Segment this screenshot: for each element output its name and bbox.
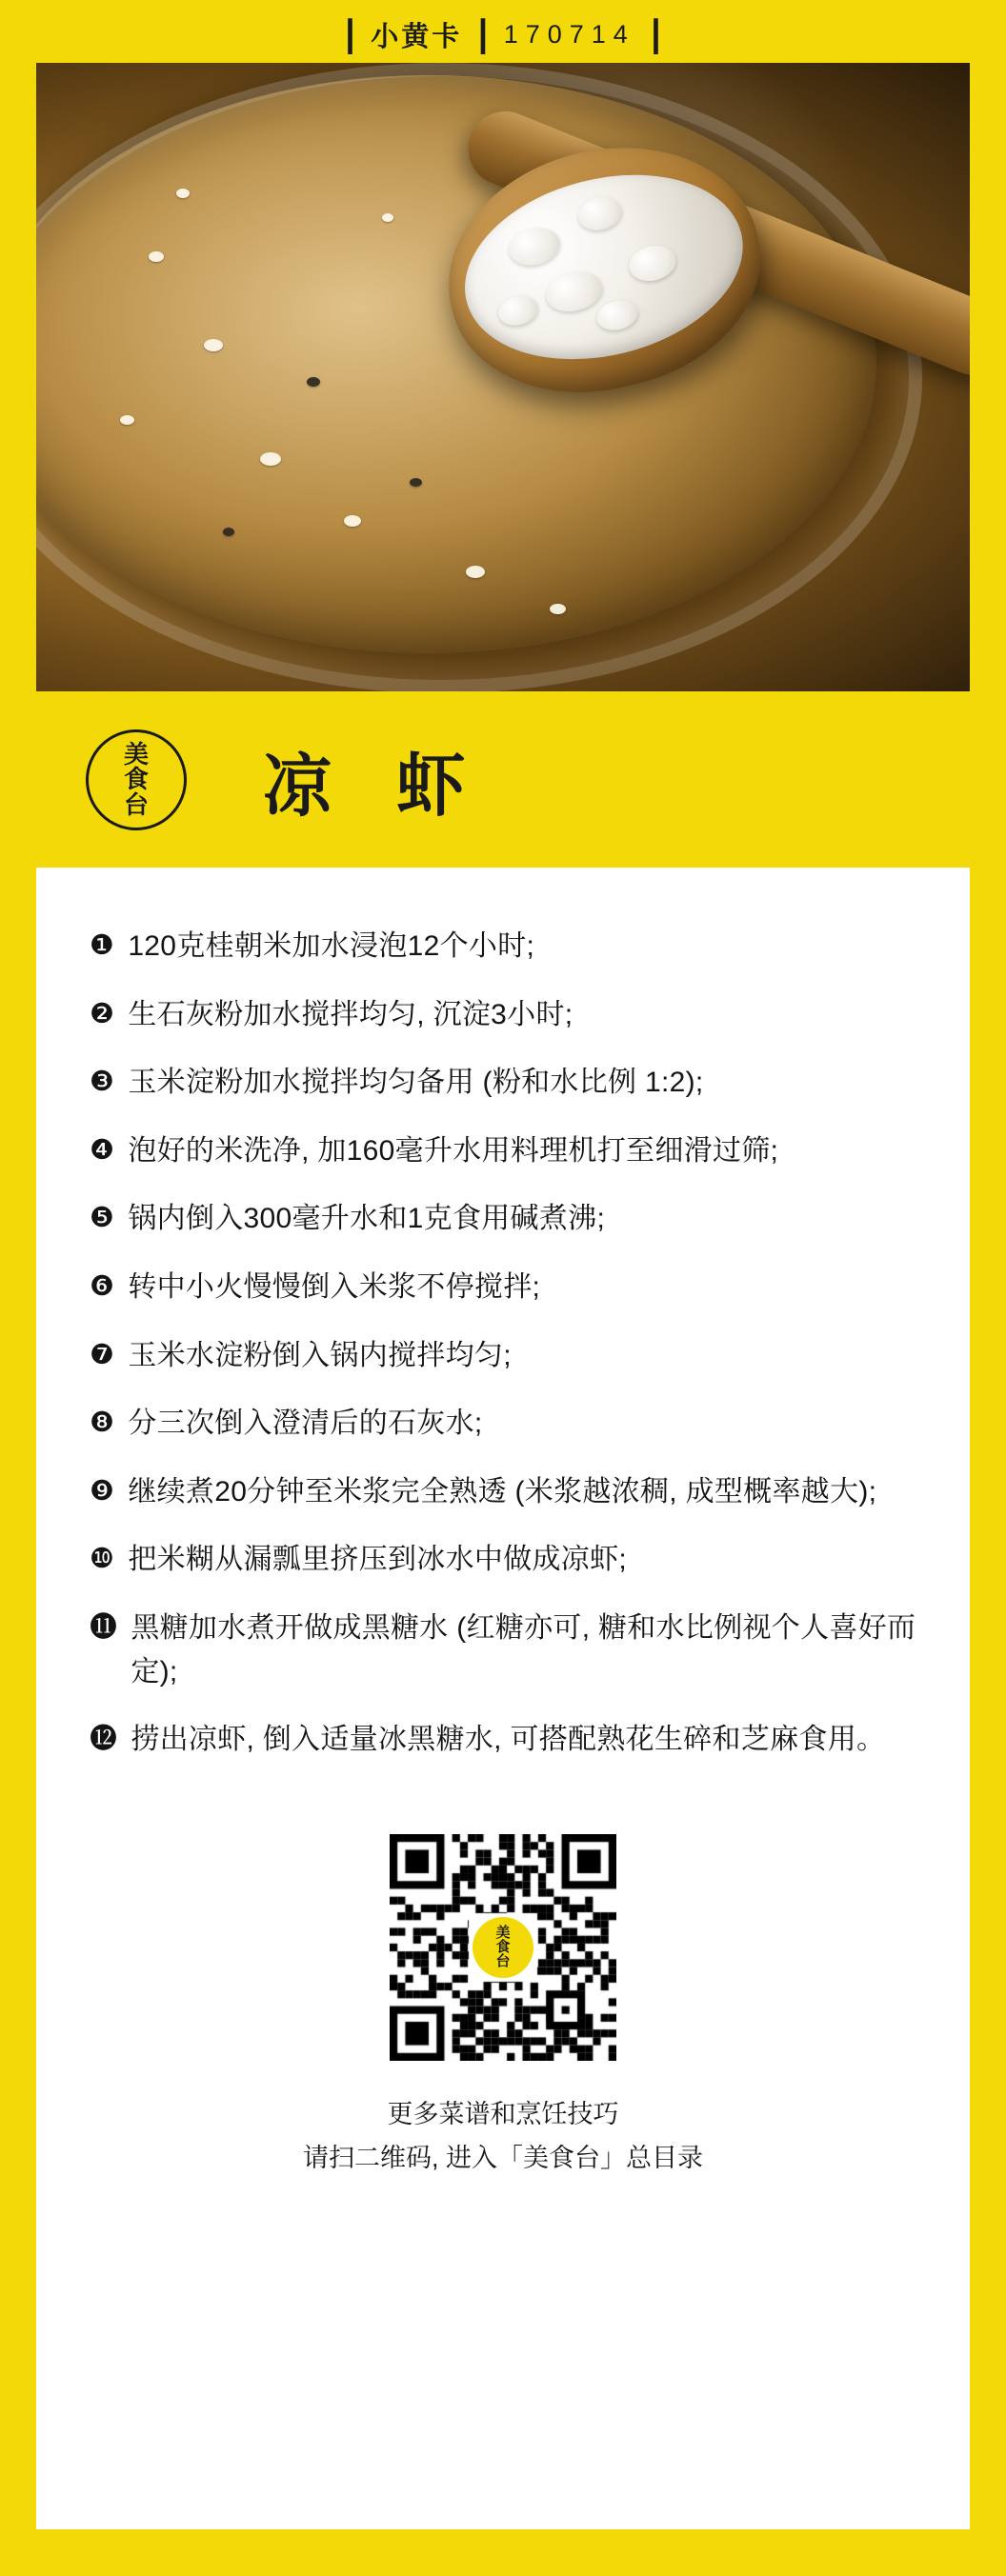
page-title: 凉 虾: [263, 748, 489, 825]
brand-logo: [86, 729, 187, 830]
left-bracket-icon: ❙: [338, 13, 362, 54]
rice-grain: [176, 189, 190, 198]
step-number: ❻: [90, 1270, 115, 1302]
step-text: 泡好的米洗净, 加160毫升水用料理机打至细滑过筛;: [128, 1134, 779, 1167]
step-item: [90, 1538, 916, 1582]
top-header-bar: [0, 0, 1006, 63]
step-number: ⓬: [90, 1724, 118, 1755]
middle-bracket-icon: ❙: [472, 13, 494, 54]
step-number: ❸: [90, 1067, 115, 1098]
qr-logo-char-1: 美: [495, 1924, 511, 1941]
step-item: [90, 993, 916, 1037]
step-number: ❼: [90, 1339, 115, 1370]
step-item: [90, 1266, 916, 1309]
brand-label: 小黄卡: [371, 21, 463, 52]
step-number: ❽: [90, 1408, 115, 1439]
step-item: [90, 1718, 916, 1762]
qr-caption-line-2: 请扫二维码, 进入「美食台」总目录: [302, 2143, 703, 2172]
qr-caption: [303, 2093, 703, 2181]
rice-grain: [149, 251, 164, 262]
brand-logo-char-1: 美: [123, 739, 149, 769]
hero-photo-illustration: [36, 63, 970, 691]
steps-list: [90, 925, 916, 1762]
step-number: ❹: [90, 1134, 115, 1166]
qr-center-logo: [473, 1917, 533, 1978]
step-item: [90, 925, 916, 968]
step-number: ⓫: [90, 1611, 118, 1643]
step-number: ❷: [90, 998, 115, 1029]
step-text: 锅内倒入300毫升水和1克食用碱煮沸;: [128, 1203, 606, 1235]
step-item: [90, 1129, 916, 1173]
qr-caption-line-1: 更多菜谱和烹饪技巧: [387, 2099, 619, 2128]
step-number: ❺: [90, 1203, 115, 1234]
step-item: [90, 1402, 916, 1446]
step-item: [90, 1197, 916, 1241]
step-text: 玉米淀粉加水搅拌均匀备用 (粉和水比例 1:2);: [128, 1067, 704, 1099]
step-text: 把米糊从漏瓢里挤压到冰水中做成凉虾;: [128, 1544, 628, 1576]
sesame-grain: [410, 478, 422, 487]
panel-bottom-spacer: [90, 2181, 916, 2230]
brand-logo-char-2: 食: [123, 765, 149, 794]
brand-logo-char-3: 台: [123, 789, 149, 819]
step-item: [90, 1607, 916, 1693]
rice-grain: [466, 566, 485, 578]
qr-logo-char-3: 台: [495, 1953, 511, 1970]
step-text: 捞出凉虾, 倒入适量冰黑糖水, 可搭配熟花生碎和芝麻食用。: [131, 1724, 886, 1756]
step-text: 继续煮20分钟至米浆完全熟透 (米浆越浓稠, 成型概率越大);: [128, 1475, 877, 1508]
qr-code[interactable]: [390, 1834, 616, 2061]
card-code: 170714: [503, 19, 635, 49]
step-item: [90, 1334, 916, 1378]
step-text: 玉米水淀粉倒入锅内搅拌均匀;: [128, 1339, 512, 1371]
rice-grain: [120, 415, 134, 425]
step-text: 分三次倒入澄清后的石灰水;: [128, 1408, 483, 1440]
step-number: ❾: [90, 1475, 115, 1507]
rice-grain: [550, 604, 566, 614]
content-panel: [36, 868, 970, 2529]
right-bracket-icon: ❙: [644, 13, 668, 54]
step-item: [90, 1470, 916, 1514]
qr-area: [90, 1834, 916, 2181]
step-item: [90, 1061, 916, 1105]
step-number: ❿: [90, 1544, 115, 1575]
step-text: 生石灰粉加水搅拌均匀, 沉淀3小时;: [128, 998, 573, 1030]
step-text: 转中小火慢慢倒入米浆不停搅拌;: [128, 1270, 541, 1303]
hero-photo: [36, 63, 970, 691]
step-number: ❶: [90, 930, 115, 961]
qr-logo-char-2: 食: [495, 1939, 511, 1955]
title-block: [0, 691, 1006, 868]
step-text: 120克桂朝米加水浸泡12个小时;: [128, 930, 535, 962]
step-text: 黑糖加水煮开做成黑糖水 (红糖亦可, 糖和水比例视个人喜好而定);: [131, 1611, 916, 1687]
